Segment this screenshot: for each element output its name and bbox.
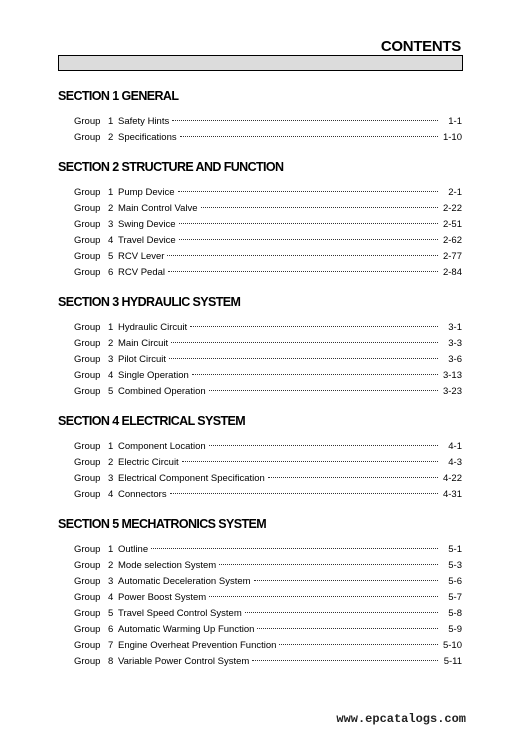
dot-leader (209, 445, 438, 446)
group-title: Automatic Deceleration System (118, 576, 251, 587)
group-label: Group (74, 624, 101, 635)
group-number: 4 (108, 370, 114, 381)
group-number: 6 (108, 267, 114, 278)
toc-section (58, 159, 462, 281)
group-title: Safety Hints (118, 116, 170, 127)
toc-section (58, 516, 462, 670)
dot-leader (182, 461, 438, 462)
toc-entry[interactable] (58, 384, 462, 400)
dot-leader (172, 120, 438, 121)
page-number: 2-84 (442, 267, 462, 278)
section-title: SECTION 3 HYDRAULIC SYSTEM (58, 295, 241, 309)
group-label: Group (74, 370, 101, 381)
page-number: 3-3 (448, 338, 462, 349)
group-label: Group (74, 592, 101, 603)
page-number: 4-1 (448, 441, 462, 452)
group-label: Group (74, 457, 101, 468)
toc-entry[interactable] (58, 368, 462, 384)
toc-entry[interactable] (58, 185, 462, 201)
dot-leader (209, 596, 438, 597)
toc-section (58, 88, 462, 146)
group-label: Group (74, 322, 101, 333)
group-number: 2 (108, 132, 114, 143)
group-label: Group (74, 203, 101, 214)
toc-entry[interactable] (58, 590, 462, 606)
dot-leader (209, 390, 438, 391)
group-label: Group (74, 187, 101, 198)
dot-leader (192, 374, 438, 375)
page-number: 5-9 (448, 624, 462, 635)
group-label: Group (74, 267, 101, 278)
dot-leader (179, 223, 438, 224)
group-number: 3 (108, 473, 114, 484)
page-title: CONTENTS (380, 38, 461, 55)
toc-entry[interactable] (58, 217, 462, 233)
group-number: 5 (108, 608, 114, 619)
group-label: Group (74, 235, 101, 246)
page-number: 1-1 (448, 116, 462, 127)
group-number: 1 (108, 322, 114, 333)
group-label: Group (74, 219, 101, 230)
group-label: Group (74, 251, 101, 262)
group-title: RCV Lever (118, 251, 165, 262)
group-label: Group (74, 640, 101, 651)
group-title: Pilot Circuit (118, 354, 167, 365)
toc-entry[interactable] (58, 320, 462, 336)
group-title: Hydraulic Circuit (118, 322, 188, 333)
dot-leader (245, 612, 438, 613)
toc-entry[interactable] (58, 654, 462, 670)
toc-entry[interactable] (58, 352, 462, 368)
group-title: Travel Device (118, 235, 176, 246)
group-number: 5 (108, 251, 114, 262)
toc-entry[interactable] (58, 558, 462, 574)
dot-leader (190, 326, 438, 327)
toc-entry[interactable] (58, 471, 462, 487)
dot-leader (180, 136, 438, 137)
toc-entry[interactable] (58, 542, 462, 558)
toc-section (58, 413, 462, 503)
group-number: 5 (108, 386, 114, 397)
group-title: Pump Device (118, 187, 175, 198)
title-bar (58, 55, 463, 71)
dot-leader (178, 191, 439, 192)
group-label: Group (74, 132, 101, 143)
group-number: 1 (108, 116, 114, 127)
toc-entry[interactable] (58, 265, 462, 281)
group-title: Specifications (118, 132, 177, 143)
group-number: 3 (108, 576, 114, 587)
group-title: Automatic Warming Up Function (118, 624, 255, 635)
toc-entry[interactable] (58, 201, 462, 217)
dot-leader (171, 342, 438, 343)
page-number: 5-8 (448, 608, 462, 619)
dot-leader (279, 644, 438, 645)
toc-entry[interactable] (58, 574, 462, 590)
group-title: Outline (118, 544, 149, 555)
page-number: 2-1 (448, 187, 462, 198)
toc-entry[interactable] (58, 638, 462, 654)
group-number: 3 (108, 219, 114, 230)
toc-entry[interactable] (58, 439, 462, 455)
group-title: Component Location (118, 441, 206, 452)
page-number: 3-6 (448, 354, 462, 365)
table-of-contents (58, 88, 462, 683)
toc-entry[interactable] (58, 130, 462, 146)
group-title: Main Control Valve (118, 203, 198, 214)
group-title: Electrical Component Specification (118, 473, 265, 484)
group-number: 2 (108, 457, 114, 468)
dot-leader (170, 493, 438, 494)
page-number: 5-7 (448, 592, 462, 603)
group-title: Single Operation (118, 370, 189, 381)
page-number: 5-3 (448, 560, 462, 571)
group-number: 7 (108, 640, 114, 651)
group-number: 8 (108, 656, 114, 667)
toc-entry[interactable] (58, 455, 462, 471)
group-title: Variable Power Control System (118, 656, 250, 667)
toc-entry[interactable] (58, 336, 462, 352)
group-title: Mode selection System (118, 560, 217, 571)
section-title: SECTION 1 GENERAL (58, 89, 179, 103)
page-number: 4-22 (442, 473, 462, 484)
group-number: 4 (108, 235, 114, 246)
group-number: 6 (108, 624, 114, 635)
group-title: RCV Pedal (118, 267, 165, 278)
page-number: 4-3 (448, 457, 462, 468)
dot-leader (268, 477, 438, 478)
group-title: Connectors (118, 489, 167, 500)
dot-leader (257, 628, 438, 629)
group-label: Group (74, 116, 101, 127)
group-label: Group (74, 489, 101, 500)
group-number: 2 (108, 338, 114, 349)
dot-leader (201, 207, 438, 208)
section-title: SECTION 4 ELECTRICAL SYSTEM (58, 414, 246, 428)
toc-entry[interactable] (58, 606, 462, 622)
group-title: Main Circuit (118, 338, 169, 349)
page-number: 5-1 (448, 544, 462, 555)
page-number: 3-23 (442, 386, 462, 397)
page-number: 5-10 (442, 640, 462, 651)
group-label: Group (74, 354, 101, 365)
group-label: Group (74, 560, 101, 571)
group-number: 3 (108, 354, 114, 365)
toc-section (58, 294, 462, 400)
page-number: 4-31 (442, 489, 462, 500)
page-number: 3-1 (448, 322, 462, 333)
group-number: 1 (108, 187, 114, 198)
dot-leader (219, 564, 438, 565)
dot-leader (179, 239, 438, 240)
toc-entry[interactable] (58, 487, 462, 503)
toc-entry[interactable] (58, 622, 462, 638)
dot-leader (169, 358, 438, 359)
group-title: Power Boost System (118, 592, 207, 603)
group-label: Group (74, 544, 101, 555)
page-number: 2-62 (442, 235, 462, 246)
group-title: Swing Device (118, 219, 176, 230)
group-label: Group (74, 656, 101, 667)
group-label: Group (74, 441, 101, 452)
group-label: Group (74, 473, 101, 484)
group-title: Electric Circuit (118, 457, 179, 468)
group-number: 1 (108, 441, 114, 452)
toc-entry[interactable] (58, 233, 462, 249)
group-number: 4 (108, 489, 114, 500)
page-number: 5-6 (448, 576, 462, 587)
group-title: Engine Overheat Prevention Function (118, 640, 277, 651)
footer-url[interactable]: www.epcatalogs.com (336, 712, 466, 726)
group-number: 4 (108, 592, 114, 603)
group-title: Combined Operation (118, 386, 206, 397)
dot-leader (151, 548, 438, 549)
dot-leader (168, 271, 438, 272)
dot-leader (252, 660, 438, 661)
group-number: 1 (108, 544, 114, 555)
group-label: Group (74, 608, 101, 619)
section-title: SECTION 2 STRUCTURE AND FUNCTION (58, 160, 284, 174)
page-number: 2-77 (442, 251, 462, 262)
page-number: 2-51 (442, 219, 462, 230)
toc-entry[interactable] (58, 114, 462, 130)
section-title: SECTION 5 MECHATRONICS SYSTEM (58, 517, 267, 531)
group-label: Group (74, 338, 101, 349)
page-number: 1-10 (442, 132, 462, 143)
dot-leader (167, 255, 438, 256)
group-number: 2 (108, 203, 114, 214)
group-label: Group (74, 386, 101, 397)
page-number: 2-22 (442, 203, 462, 214)
group-label: Group (74, 576, 101, 587)
toc-entry[interactable] (58, 249, 462, 265)
page-number: 5-11 (443, 656, 462, 667)
page-number: 3-13 (442, 370, 462, 381)
group-title: Travel Speed Control System (118, 608, 242, 619)
group-number: 2 (108, 560, 114, 571)
dot-leader (254, 580, 438, 581)
